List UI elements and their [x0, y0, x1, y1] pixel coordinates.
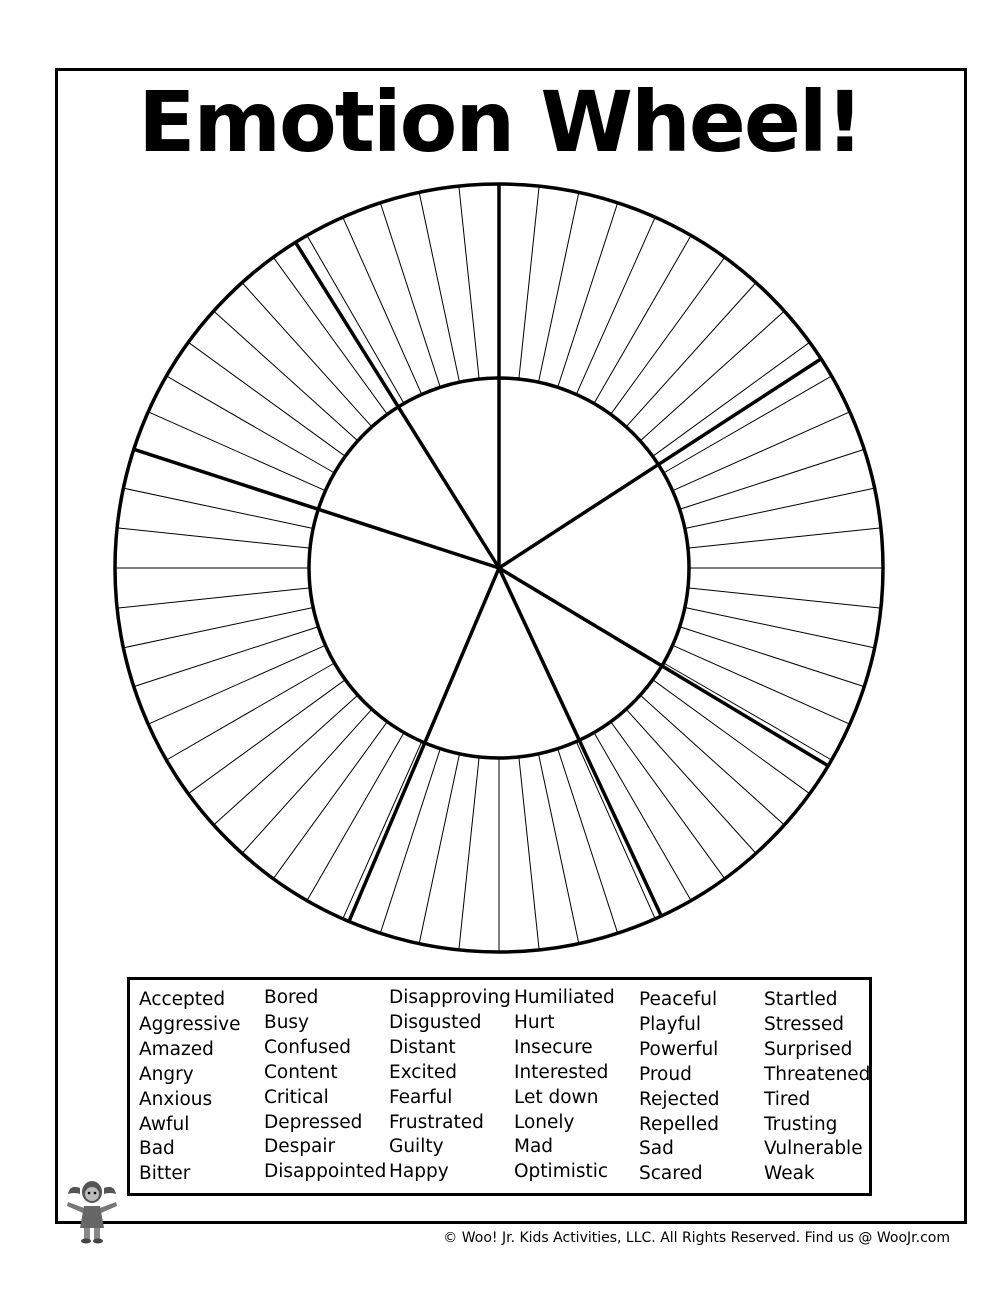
word: Disapproving [389, 987, 511, 1008]
wheel-segment-line [519, 757, 539, 950]
page-title: Emotion Wheel! [138, 73, 862, 171]
word: Let down [514, 1086, 599, 1108]
word: Weak [764, 1163, 815, 1185]
wheel-segment-line [519, 186, 539, 379]
wheel-segment-line [134, 627, 319, 687]
word: Bad [139, 1138, 175, 1160]
word-column-3 [389, 986, 511, 1185]
word: Vulnerable [764, 1138, 863, 1160]
word: Trusting [764, 1113, 838, 1135]
word: Playful [639, 1013, 701, 1035]
word: Fearful [389, 1086, 453, 1108]
wheel-segment-line [539, 754, 579, 944]
word: Frustrated [389, 1111, 484, 1133]
wheel-segment-line [123, 488, 313, 528]
wheel-segment-line [673, 412, 850, 491]
word: Tired [764, 1088, 811, 1110]
wheel-segment-line [664, 663, 832, 760]
wheel-section-divider [349, 568, 499, 921]
wheel-segment-line [307, 733, 404, 901]
wheel-segment-line [539, 192, 579, 382]
word: Mad [514, 1136, 554, 1158]
wheel-segment-line [680, 627, 865, 687]
wheel-segment-line [343, 742, 422, 919]
wheel-section-divider [296, 242, 499, 568]
word: Optimistic [514, 1161, 609, 1183]
wheel-segment-line [594, 235, 691, 403]
woojr-mascot-icon [62, 1178, 122, 1244]
word: Awful [139, 1113, 190, 1135]
word: Busy [264, 1011, 310, 1033]
wheel-segment-line [688, 588, 881, 608]
wheel-segment-line [685, 488, 875, 528]
wheel-segment-line [558, 203, 618, 388]
word: Lonely [514, 1111, 575, 1133]
wheel-segment-line [117, 528, 310, 548]
word: Amazed [139, 1038, 214, 1060]
word: Repelled [639, 1113, 719, 1135]
wheel-segment-line [166, 663, 334, 760]
wheel-major-dividers [134, 184, 828, 921]
wheel-segment-line [459, 186, 479, 379]
wheel-segment-line [123, 608, 313, 648]
wheel-segment-line [673, 645, 850, 724]
word: Interested [514, 1061, 609, 1083]
word: Rejected [639, 1088, 720, 1110]
word-column-1 [139, 988, 240, 1187]
word: Confused [264, 1036, 351, 1058]
wheel-segment-line [558, 749, 618, 934]
word: Guilty [389, 1136, 444, 1158]
word-bank [127, 977, 872, 1196]
word-column-6 [764, 988, 870, 1187]
wheel-segment-line [419, 192, 459, 382]
word: Surprised [764, 1038, 853, 1060]
wheel-section-divider [134, 449, 499, 568]
word: Stressed [764, 1013, 844, 1035]
wheel-segment-line [307, 235, 404, 403]
wheel-segment-line [576, 742, 655, 919]
word: Aggressive [139, 1013, 241, 1035]
word: Disgusted [389, 1011, 482, 1033]
wheel-segment-line [576, 217, 655, 394]
word: Scared [639, 1163, 703, 1185]
copyright-footer: © Woo! Jr. Kids Activities, LLC. All Rights Reserved. Find us @ WooJr.com [443, 1230, 950, 1246]
word: Angry [139, 1063, 194, 1085]
wheel-segment-line [419, 754, 459, 944]
wheel-segment-line [380, 203, 440, 388]
word-column-5 [639, 988, 719, 1187]
word: Distant [389, 1036, 456, 1058]
word: Depressed [264, 1111, 363, 1133]
word: Bitter [139, 1163, 191, 1185]
wheel-section-divider [499, 359, 821, 568]
wheel-segment-line [148, 412, 325, 491]
word: Powerful [639, 1038, 719, 1060]
word: Anxious [139, 1088, 213, 1110]
word: Humiliated [514, 987, 615, 1008]
word: Peaceful [639, 989, 718, 1010]
word-column-4 [514, 986, 615, 1185]
wheel-segment-line [680, 449, 865, 509]
word: Accepted [139, 989, 226, 1010]
word: Excited [389, 1061, 458, 1083]
wheel-segment-line [148, 645, 325, 724]
word: Hurt [514, 1011, 555, 1033]
wheel-segment-line [343, 217, 422, 394]
word: Threatened [764, 1063, 871, 1085]
word: Startled [764, 989, 838, 1010]
wheel-segment-line [688, 528, 881, 548]
wheel-segment-line [166, 376, 334, 473]
word: Happy [389, 1161, 449, 1183]
wheel-segment-line [117, 588, 310, 608]
word-column-2 [264, 986, 386, 1185]
wheel-segment-line [685, 608, 875, 648]
word: Disappointed [264, 1161, 387, 1183]
wheel-section-divider [499, 568, 661, 916]
word: Sad [639, 1138, 674, 1160]
word: Despair [264, 1136, 336, 1158]
wheel-segment-line [664, 376, 832, 473]
word: Proud [639, 1063, 692, 1085]
word: Insecure [514, 1036, 593, 1058]
word: Content [264, 1061, 338, 1083]
wheel-segment-line [459, 757, 479, 950]
word: Critical [264, 1086, 329, 1108]
word: Bored [264, 987, 319, 1008]
